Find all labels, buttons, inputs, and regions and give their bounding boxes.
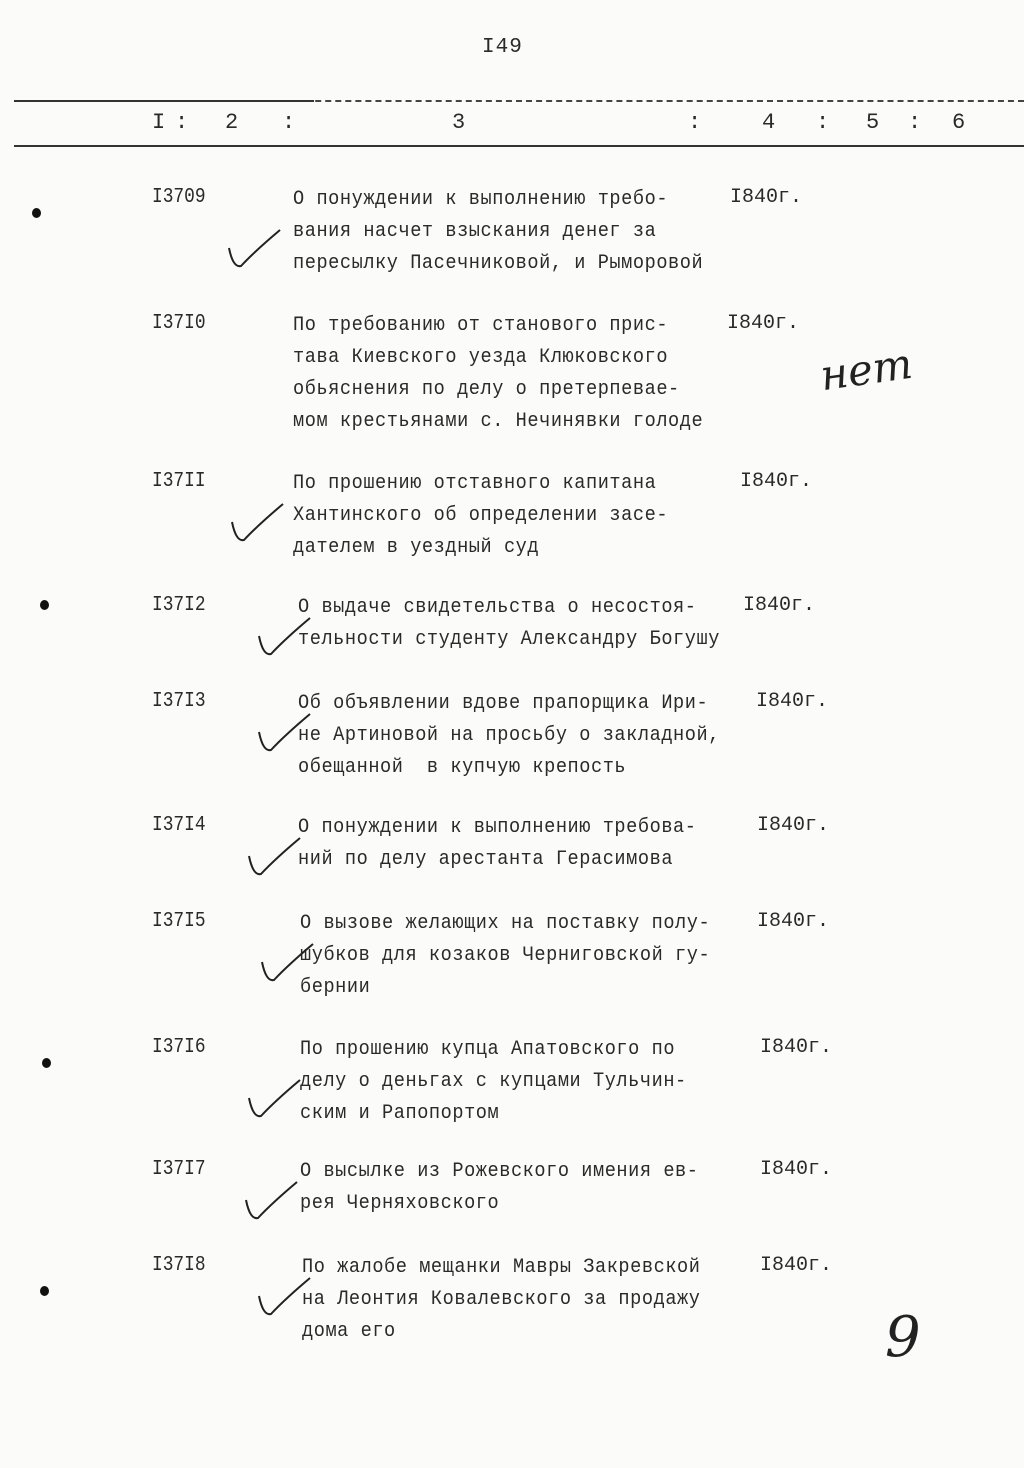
column-separator: : <box>688 110 702 135</box>
header-rule-top-solid <box>14 100 314 102</box>
description-line: обьяснения по делу о претерпевае- <box>293 378 680 401</box>
punch-hole-mark <box>40 1286 49 1296</box>
entry-number: I37I7 <box>152 1158 206 1181</box>
description-line: О понуждении к выполнению требо- <box>293 188 669 211</box>
description-line: тельности студенту Александру Богушу <box>298 628 720 651</box>
description-line: не Артиновой на просьбу о закладной, <box>298 724 720 747</box>
entry-description <box>293 468 668 564</box>
checkmark-icon <box>255 710 315 770</box>
description-line: шубков для козаков Черниговской гу- <box>300 944 711 967</box>
entry-year: I840г. <box>757 910 830 933</box>
column-separator: : <box>908 110 922 135</box>
column-header-6: 6 <box>952 110 966 135</box>
entry-description <box>300 1034 687 1130</box>
entry-number: I37I3 <box>152 690 206 713</box>
entry-number: I37II <box>152 470 206 493</box>
column-header-2: 2 <box>225 110 239 135</box>
description-line: По прошению отставного капитана <box>293 472 657 495</box>
description-line: мом крестьянами с. Нечинявки голоде <box>293 410 704 433</box>
description-line: пересылку Пасечниковой, и Рыморовой <box>293 252 704 275</box>
description-line: делу о деньгах с купцами Тульчин- <box>300 1070 687 1093</box>
description-line: О выдаче свидетельства о несостоя- <box>298 596 697 619</box>
column-header-I: I <box>152 110 166 135</box>
description-line: По требованию от станового прис- <box>293 314 669 337</box>
checkmark-icon <box>228 500 288 560</box>
column-header-5: 5 <box>866 110 880 135</box>
checkmark-icon <box>245 1076 305 1136</box>
checkmark-icon <box>242 1178 302 1238</box>
entry-number: I37I4 <box>152 814 206 837</box>
entry-description <box>302 1252 700 1348</box>
handwritten-note-net: нет <box>817 338 916 401</box>
entry-number: I3709 <box>152 186 206 209</box>
description-line: дома его <box>302 1320 396 1343</box>
description-line: тава Киевского уезда Клюковского <box>293 346 669 369</box>
handwritten-sheet-number: 9 <box>885 1305 921 1370</box>
entry-description <box>298 688 720 784</box>
checkmark-icon <box>245 834 305 894</box>
entry-year: I840г. <box>756 690 829 713</box>
description-line: рея Черняховского <box>300 1192 500 1215</box>
column-header-4: 4 <box>762 110 776 135</box>
entry-number: I37I0 <box>152 312 206 335</box>
entry-number: I37I2 <box>152 594 206 617</box>
description-line: О вызове желающих на поставку полу- <box>300 912 711 935</box>
checkmark-icon <box>255 1274 315 1334</box>
entry-description <box>300 1156 698 1220</box>
checkmark-icon <box>258 940 318 1000</box>
entry-number: I37I6 <box>152 1036 206 1059</box>
entry-description <box>298 592 720 656</box>
entry-year: I840г. <box>740 470 813 493</box>
entry-year: I840г. <box>730 186 803 209</box>
description-line: дателем в уездный суд <box>293 536 540 559</box>
punch-hole-mark <box>42 1058 51 1068</box>
column-separator: : <box>816 110 830 135</box>
entry-number: I37I8 <box>152 1254 206 1277</box>
entry-year: I840г. <box>760 1254 833 1277</box>
entry-year: I840г. <box>727 312 800 335</box>
entry-description <box>293 310 703 438</box>
entry-year: I840г. <box>743 594 816 617</box>
description-line: О высылке из Рожевского имения ев- <box>300 1160 699 1183</box>
description-line: обещанной в купчую крепость <box>298 756 627 779</box>
header-rule-bottom <box>14 145 1024 147</box>
description-line: О понуждении к выполнению требова- <box>298 816 697 839</box>
description-line: бернии <box>300 976 371 999</box>
description-line: Хантинского об определении засе- <box>293 504 669 527</box>
entry-year: I840г. <box>757 814 830 837</box>
column-separator: : <box>282 110 296 135</box>
description-line: По жалобе мещанки Мавры Закревской <box>302 1256 701 1279</box>
column-header-3: 3 <box>452 110 466 135</box>
description-line: По прошению купца Апатовского по <box>300 1038 676 1061</box>
entry-year: I840г. <box>760 1036 833 1059</box>
page-number: I49 <box>482 36 523 59</box>
entry-description <box>298 812 696 876</box>
description-line: Об объявлении вдове прапорщика Ири- <box>298 692 709 715</box>
entry-number: I37I5 <box>152 910 206 933</box>
description-line: ским и Рапопортом <box>300 1102 500 1125</box>
description-line: вания насчет взыскания денег за <box>293 220 657 243</box>
entry-year: I840г. <box>760 1158 833 1181</box>
description-line: на Леонтия Ковалевского за продажу <box>302 1288 701 1311</box>
checkmark-icon <box>225 226 285 286</box>
entry-description <box>293 184 703 280</box>
column-separator: : <box>175 110 189 135</box>
description-line: ний по делу арестанта Герасимова <box>298 848 674 871</box>
checkmark-icon <box>255 614 315 674</box>
punch-hole-mark <box>32 208 41 218</box>
punch-hole-mark <box>40 600 49 610</box>
entry-description <box>300 908 710 1004</box>
